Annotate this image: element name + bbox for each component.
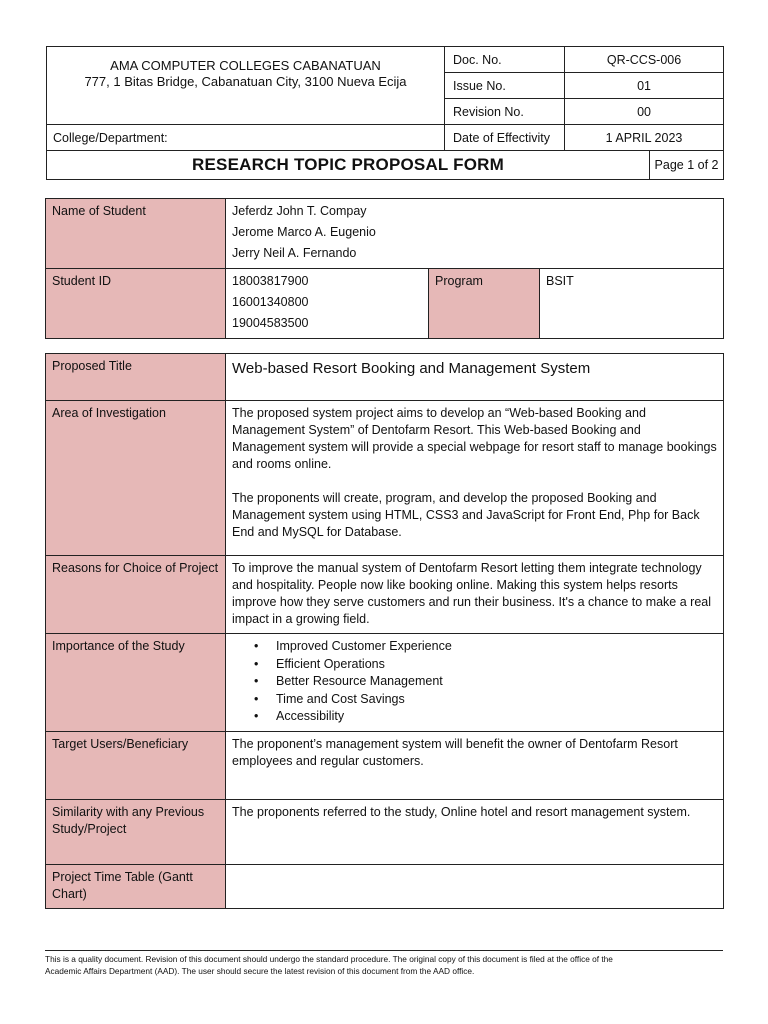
student-name: Jeferdz John T. Compay: [232, 204, 367, 218]
proposal-table: [45, 353, 724, 909]
list-item: • Efficient Operations: [276, 656, 717, 674]
institution-address: 777, 1 Bitas Bridge, Cabanatuan City, 3100 Nueva Ecija: [84, 74, 407, 89]
area-paragraph: The proponents will create, program, and develop the proposed Booking and Management system using HTML, CSS3 and JavaScript for Front End, Php for Back End and MySQL for Database.: [232, 491, 700, 539]
proposed-title-label: Proposed Title: [46, 354, 226, 401]
list-item: • Improved Customer Experience: [276, 638, 717, 656]
list-item: • Better Resource Management: [276, 673, 717, 691]
issue-no-value: 01: [565, 73, 724, 99]
document-header: [46, 46, 724, 180]
student-names: [226, 199, 724, 269]
importance-value: [226, 634, 724, 732]
issue-no-label: Issue No.: [445, 73, 565, 99]
similarity-label: Similarity with any Previous Study/Project: [46, 800, 226, 865]
student-id: 18003817900: [232, 274, 309, 288]
reasons-value: To improve the manual system of Dentofarm Resort letting them integrate technology and hospitality. People now like booking online. Making this system helps resorts improve how they serve customers and run their business. It's a chance to make a real impact in a growing field.: [226, 556, 724, 634]
student-name: Jerry Neil A. Fernando: [232, 246, 357, 260]
area-paragraph: The proposed system project aims to develop an “Web-based Booking and Management System” of Dentofarm Resort. This Web-based Booking and Management system will provide a special webpage for resort staff to manage bookings and rooms online.: [232, 406, 717, 471]
footer-line: Academic Affairs Department (AAD). The user should secure the latest revision of this document from the AAD office.: [45, 966, 475, 976]
target-users-value: The proponent’s management system will benefit the owner of Dentofarm Resort employees and regular customers.: [226, 732, 724, 800]
institution-block: [47, 47, 445, 125]
proposed-title-value: Web-based Resort Booking and Management System: [226, 354, 724, 401]
revision-no-label: Revision No.: [445, 99, 565, 125]
date-effectivity-value: 1 APRIL 2023: [565, 125, 724, 151]
footer-line: This is a quality document. Revision of this document should undergo the standard procedure. The original copy of this document is filed at the office of the: [45, 954, 613, 964]
student-id-label: Student ID: [46, 269, 226, 339]
student-name: Jerome Marco A. Eugenio: [232, 225, 376, 239]
area-of-investigation-value: [226, 401, 724, 556]
page-indicator: Page 1 of 2: [650, 151, 724, 180]
doc-no-value: QR-CCS-006: [565, 47, 724, 73]
student-id: 19004583500: [232, 316, 309, 330]
student-info-table: [45, 198, 724, 339]
list-item: • Accessibility: [276, 708, 717, 726]
target-users-label: Target Users/Beneficiary: [46, 732, 226, 800]
college-department-label: College/Department:: [47, 125, 445, 151]
date-effectivity-label: Date of Effectivity: [445, 125, 565, 151]
list-item: • Time and Cost Savings: [276, 691, 717, 709]
name-of-student-label: Name of Student: [46, 199, 226, 269]
importance-label: Importance of the Study: [46, 634, 226, 732]
importance-list: [232, 638, 717, 726]
similarity-value: The proponents referred to the study, Online hotel and resort management system.: [226, 800, 724, 865]
reasons-label: Reasons for Choice of Project: [46, 556, 226, 634]
doc-no-label: Doc. No.: [445, 47, 565, 73]
document-footer: [45, 950, 723, 977]
program-label: Program: [429, 269, 540, 339]
student-id: 16001340800: [232, 295, 309, 309]
area-of-investigation-label: Area of Investigation: [46, 401, 226, 556]
institution-name: AMA COMPUTER COLLEGES CABANATUAN: [110, 58, 381, 73]
form-title: RESEARCH TOPIC PROPOSAL FORM: [47, 151, 650, 180]
revision-no-value: 00: [565, 99, 724, 125]
student-ids: [226, 269, 429, 339]
program-value: BSIT: [540, 269, 724, 339]
time-table-value: [226, 865, 724, 909]
time-table-label: Project Time Table (Gantt Chart): [46, 865, 226, 909]
